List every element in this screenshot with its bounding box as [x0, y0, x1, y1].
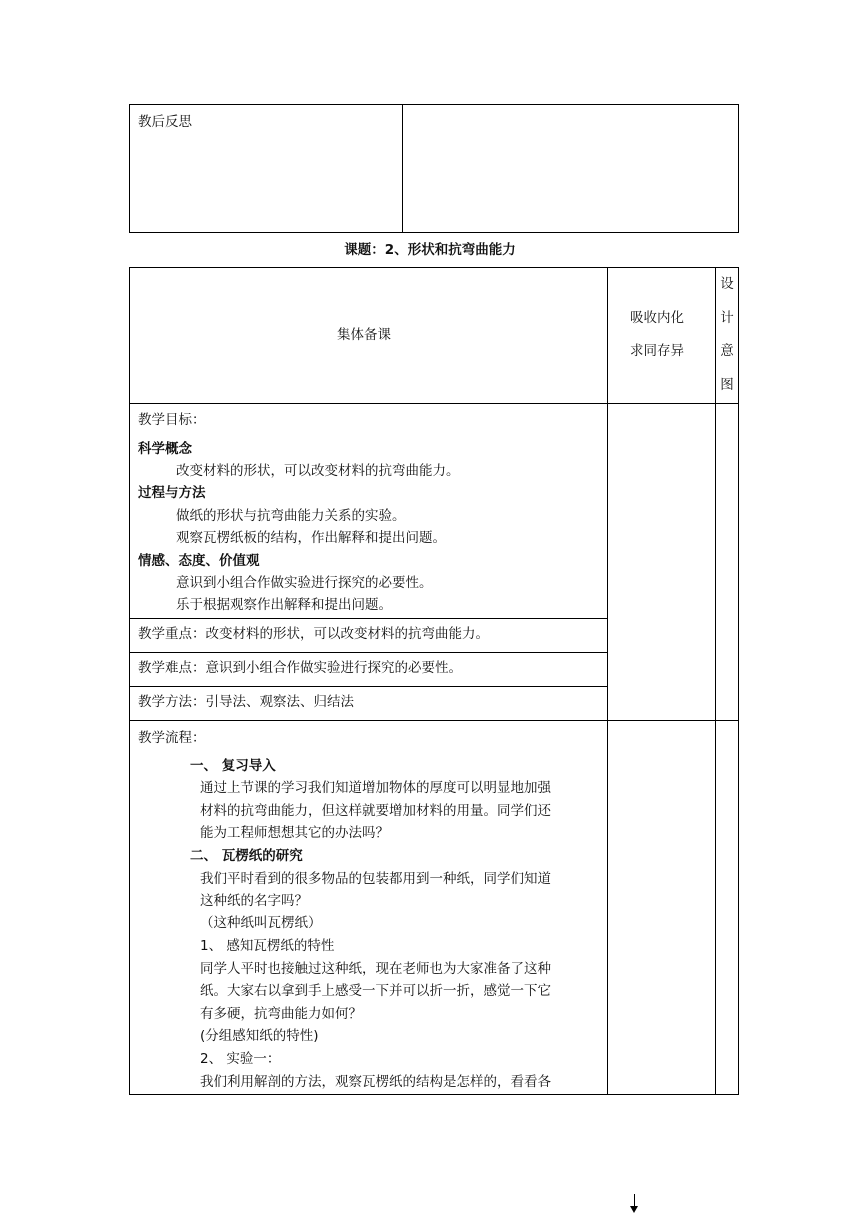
reflection-table-divider [402, 104, 403, 233]
main-table-bottom-border [129, 1094, 739, 1095]
flow-line: 这种纸的名字吗？ [200, 893, 308, 909]
objective-item: 改变材料的形状，可以改变材料的抗弯曲能力。 [176, 463, 460, 479]
objective-heading: 过程与方法 [138, 485, 206, 501]
header-row-bottom-border [129, 403, 739, 404]
down-arrow-icon [630, 1194, 640, 1214]
key-point-bottom-border [129, 652, 608, 653]
flow-line: 同学人平时也接触过这种纸，现在老师也为大家准备了这种 [200, 961, 551, 977]
reflection-table-left-border [129, 104, 130, 233]
header-design-char-2: 计 [720, 310, 734, 326]
objectives-label: 教学目标： [138, 412, 206, 428]
flow-part2-heading: 二、 瓦楞纸的研究 [190, 848, 303, 864]
header-collective-prep: 集体备课 [337, 327, 391, 343]
flow-line: 能为工程师想想其它的办法吗？ [200, 825, 389, 841]
flow-line: （这种纸叫瓦楞纸） [200, 915, 322, 931]
header-absorb-line2: 求同存异 [630, 343, 684, 359]
difficulty-bottom-border [129, 686, 608, 687]
methods-row-bottom-border [129, 720, 739, 721]
objectives-bottom-border [129, 618, 608, 619]
flow-line: 有多硬，抗弯曲能力如何？ [200, 1006, 362, 1022]
reflection-label: 教后反思 [138, 114, 192, 130]
flow-line: 我们平时看到的很多物品的包装都用到一种纸，同学们知道 [200, 871, 551, 887]
objective-item: 意识到小组合作做实验进行探究的必要性。 [176, 575, 433, 591]
header-design-char-3: 意 [720, 343, 734, 359]
header-design-char-4: 图 [720, 377, 734, 393]
flow-label: 教学流程： [138, 730, 206, 746]
lesson-title: 课题：2、形状和抗弯曲能力 [344, 242, 516, 258]
reflection-table-bottom-border [129, 232, 739, 233]
reflection-table-right-border [738, 104, 739, 233]
main-table-top-border [129, 267, 739, 268]
header-design-char-1: 设 [720, 276, 734, 292]
flow-line: 1、 感知瓦楞纸的特性 [200, 938, 335, 954]
key-point: 教学重点：改变材料的形状，可以改变材料的抗弯曲能力。 [138, 626, 489, 642]
objective-item: 观察瓦楞纸板的结构，作出解释和提出问题。 [176, 530, 446, 546]
objective-heading: 科学概念 [138, 441, 192, 457]
flow-line: 纸。大家右以拿到手上感受一下并可以折一折，感觉一下它 [200, 983, 551, 999]
col1-col2-divider [607, 267, 608, 1095]
flow-line: 通过上节课的学习我们知道增加物体的厚度可以明显地加强 [200, 780, 551, 796]
reflection-table-top-border [129, 104, 739, 105]
main-table-right-border [738, 267, 739, 1095]
difficulty: 教学难点：意识到小组合作做实验进行探究的必要性。 [138, 660, 462, 676]
flow-part1-heading: 一、 复习导入 [190, 758, 276, 774]
flow-line: (分组感知纸的特性) [200, 1028, 319, 1044]
flow-line: 材料的抗弯曲能力，但这样就要增加材料的用量。同学们还 [200, 803, 551, 819]
teaching-methods: 教学方法：引导法、观察法、归结法 [138, 694, 354, 710]
objective-heading: 情感、态度、价值观 [138, 553, 260, 569]
main-table-left-border [129, 267, 130, 1095]
header-absorb-line1: 吸收内化 [630, 310, 684, 326]
flow-line: 2、 实验一： [200, 1051, 281, 1067]
flow-line: 我们利用解剖的方法，观察瓦楞纸的结构是怎样的，看看各 [200, 1074, 551, 1090]
objective-item: 做纸的形状与抗弯曲能力关系的实验。 [176, 508, 406, 524]
objective-item: 乐于根据观察作出解释和提出问题。 [176, 597, 392, 613]
